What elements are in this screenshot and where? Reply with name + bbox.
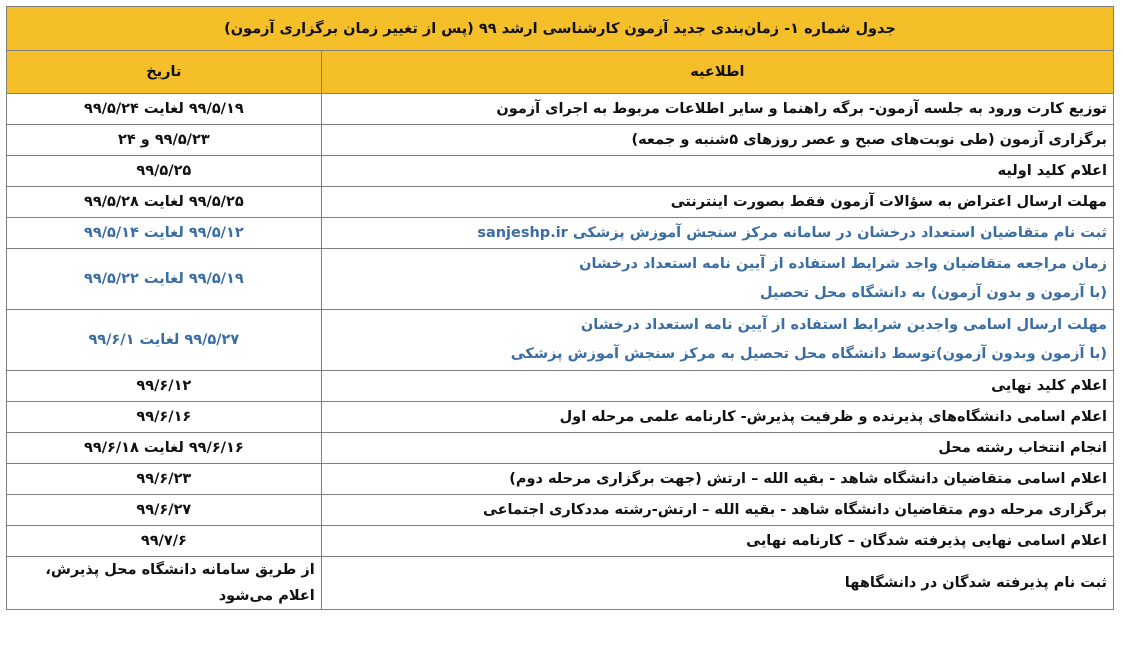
announcement-cell [321,187,1113,218]
date-cell: ۹۹/۵/۲۳ و ۲۴ [7,125,322,156]
table-row [7,371,1114,402]
table-title: جدول شماره ۱- زمان‌بندی جدید آزمون کارشناسی ارشد ۹۹ (پس از تغییر زمان برگزاری آزمون) [7,7,1114,51]
header-info: اطلاعیه [321,51,1113,94]
announcement-cell [321,464,1113,495]
schedule-table [6,6,1114,610]
announcement-line: (با آزمون و بدون آزمون) به دانشگاه محل تحصیل [760,285,1107,301]
announcement-line: اعلام اسامی نهایی پذیرفته شدگان – کارنامه نهایی [746,532,1107,549]
date-cell: ۹۹/۵/۲۷ لغایت ۹۹/۶/۱ [7,310,322,371]
date-cell: ۹۹/۵/۱۹ لغایت ۹۹/۵/۲۲ [7,249,322,310]
announcement-line: برگزاری مرحله دوم متقاضیان دانشگاه شاهد - بقیه الله – ارتش-رشته مددکاری اجتماعی [482,501,1107,518]
table-row [7,218,1114,249]
table-body [7,94,1114,610]
date-cell: ۹۹/۵/۱۲ لغایت ۹۹/۵/۱۴ [7,218,322,249]
announcement-cell [321,526,1113,557]
announcement-line: اعلام کلید اولیه [997,162,1107,179]
announcement-line: مهلت ارسال اعتراض به سؤالات آزمون فقط بصورت اینترنتی [670,193,1107,210]
announcement-line: برگزاری آزمون (طی نوبت‌های صبح و عصر روزهای ۵شنبه و جمعه) [631,131,1107,148]
table-row [7,402,1114,433]
table-row [7,310,1114,371]
announcement-cell [321,310,1113,371]
announcement-cell [321,557,1113,610]
date-cell: ۹۹/۶/۱۲ [7,371,322,402]
announcement-line: اعلام کلید نهایی [991,377,1107,394]
table-row [7,526,1114,557]
date-cell: ۹۹/۵/۱۹ لغایت ۹۹/۵/۲۴ [7,94,322,125]
table-row [7,249,1114,310]
table-row [7,125,1114,156]
announcement-line: توزیع کارت ورود به جلسه آزمون- برگه راهنما و سایر اطلاعات مربوط به اجرای آزمون [496,100,1107,117]
announcement-cell [321,495,1113,526]
date-cell: ۹۹/۶/۲۷ [7,495,322,526]
announcement-cell [321,371,1113,402]
date-cell: ۹۹/۵/۲۵ [7,156,322,187]
table-row [7,94,1114,125]
date-cell: ۹۹/۶/۱۶ [7,402,322,433]
table-row [7,464,1114,495]
announcement-cell [321,125,1113,156]
announcement-line: اعلام اسامی دانشگاه‌های پذیرنده و ظرفیت پذیرش- کارنامه علمی مرحله اول [559,408,1107,425]
title-row [7,7,1114,51]
table-row [7,433,1114,464]
table-row [7,495,1114,526]
date-cell: ۹۹/۶/۱۶ لغایت ۹۹/۶/۱۸ [7,433,322,464]
header-row [7,51,1114,94]
announcement-line: زمان مراجعه متقاضیان واجد شرایط استفاده از آیین نامه استعداد درخشان [579,256,1107,272]
announcement-cell [321,402,1113,433]
announcement-cell [321,156,1113,187]
table-row [7,557,1114,610]
announcement-cell [321,94,1113,125]
announcement-line: (با آزمون وبدون آزمون)توسط دانشگاه محل تحصیل به مرکز سنجش آموزش پزشکی [510,346,1107,362]
date-cell: ۹۹/۷/۶ [7,526,322,557]
announcement-cell [321,218,1113,249]
table-row [7,156,1114,187]
header-date: تاریخ [7,51,322,94]
announcement-line: اعلام اسامی متقاضیان دانشگاه شاهد - بقیه الله – ارتش (جهت برگزاری مرحله دوم) [509,470,1107,487]
schedule-table-container [6,6,1114,610]
announcement-line: انجام انتخاب رشته محل [938,439,1107,456]
announcement-cell [321,249,1113,310]
date-cell: ۹۹/۶/۲۳ [7,464,322,495]
announcement-line: ثبت نام متقاضیان استعداد درخشان در سامانه مرکز سنجش آموزش پزشکی sanjeshp.ir [477,224,1107,241]
announcement-line: مهلت ارسال اسامی واجدین شرایط استفاده از آیین نامه استعداد درخشان [580,317,1107,333]
date-cell: از طریق سامانه دانشگاه محل پذیرش، اعلام می‌شود [7,557,322,610]
date-cell: ۹۹/۵/۲۵ لغایت ۹۹/۵/۲۸ [7,187,322,218]
announcement-line: ثبت نام پذیرفته شدگان در دانشگاهها [844,574,1107,591]
announcement-cell [321,433,1113,464]
table-row [7,187,1114,218]
